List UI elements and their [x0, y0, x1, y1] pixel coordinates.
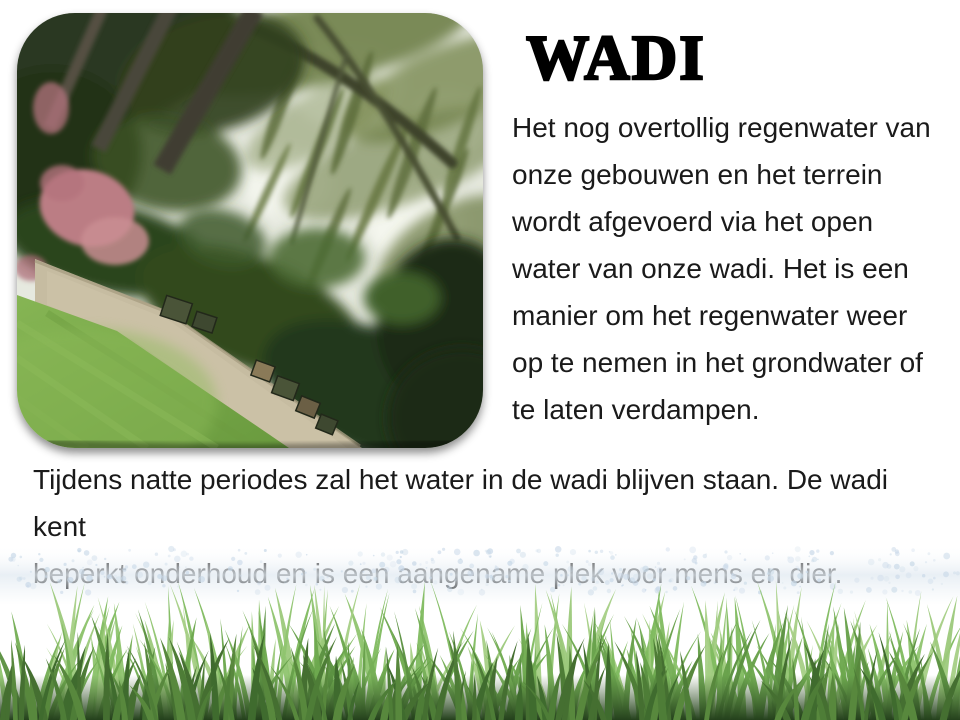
intro-line: wordt afgevoerd via het open	[512, 206, 874, 237]
intro-line: manier om het regenwater weer	[512, 300, 908, 331]
intro-paragraph	[512, 104, 948, 433]
intro-line: water van onze wadi. Het is een	[512, 253, 909, 284]
garden-photo-illustration	[17, 13, 483, 448]
intro-line: te laten verdampen.	[512, 394, 760, 425]
footer-line: Tijdens natte periodes zal het water in de wadi blijven staan. De wadi kent	[33, 464, 888, 542]
wadi-garden-photo	[17, 13, 483, 448]
intro-line: onze gebouwen en het terrein	[512, 159, 883, 190]
grass-strip	[0, 545, 960, 720]
page-title: WADI	[526, 23, 706, 93]
grass-illustration	[0, 545, 960, 720]
intro-line: op te nemen in het grondwater of	[512, 347, 923, 378]
intro-line: Het nog overtollig regenwater van	[512, 112, 931, 143]
